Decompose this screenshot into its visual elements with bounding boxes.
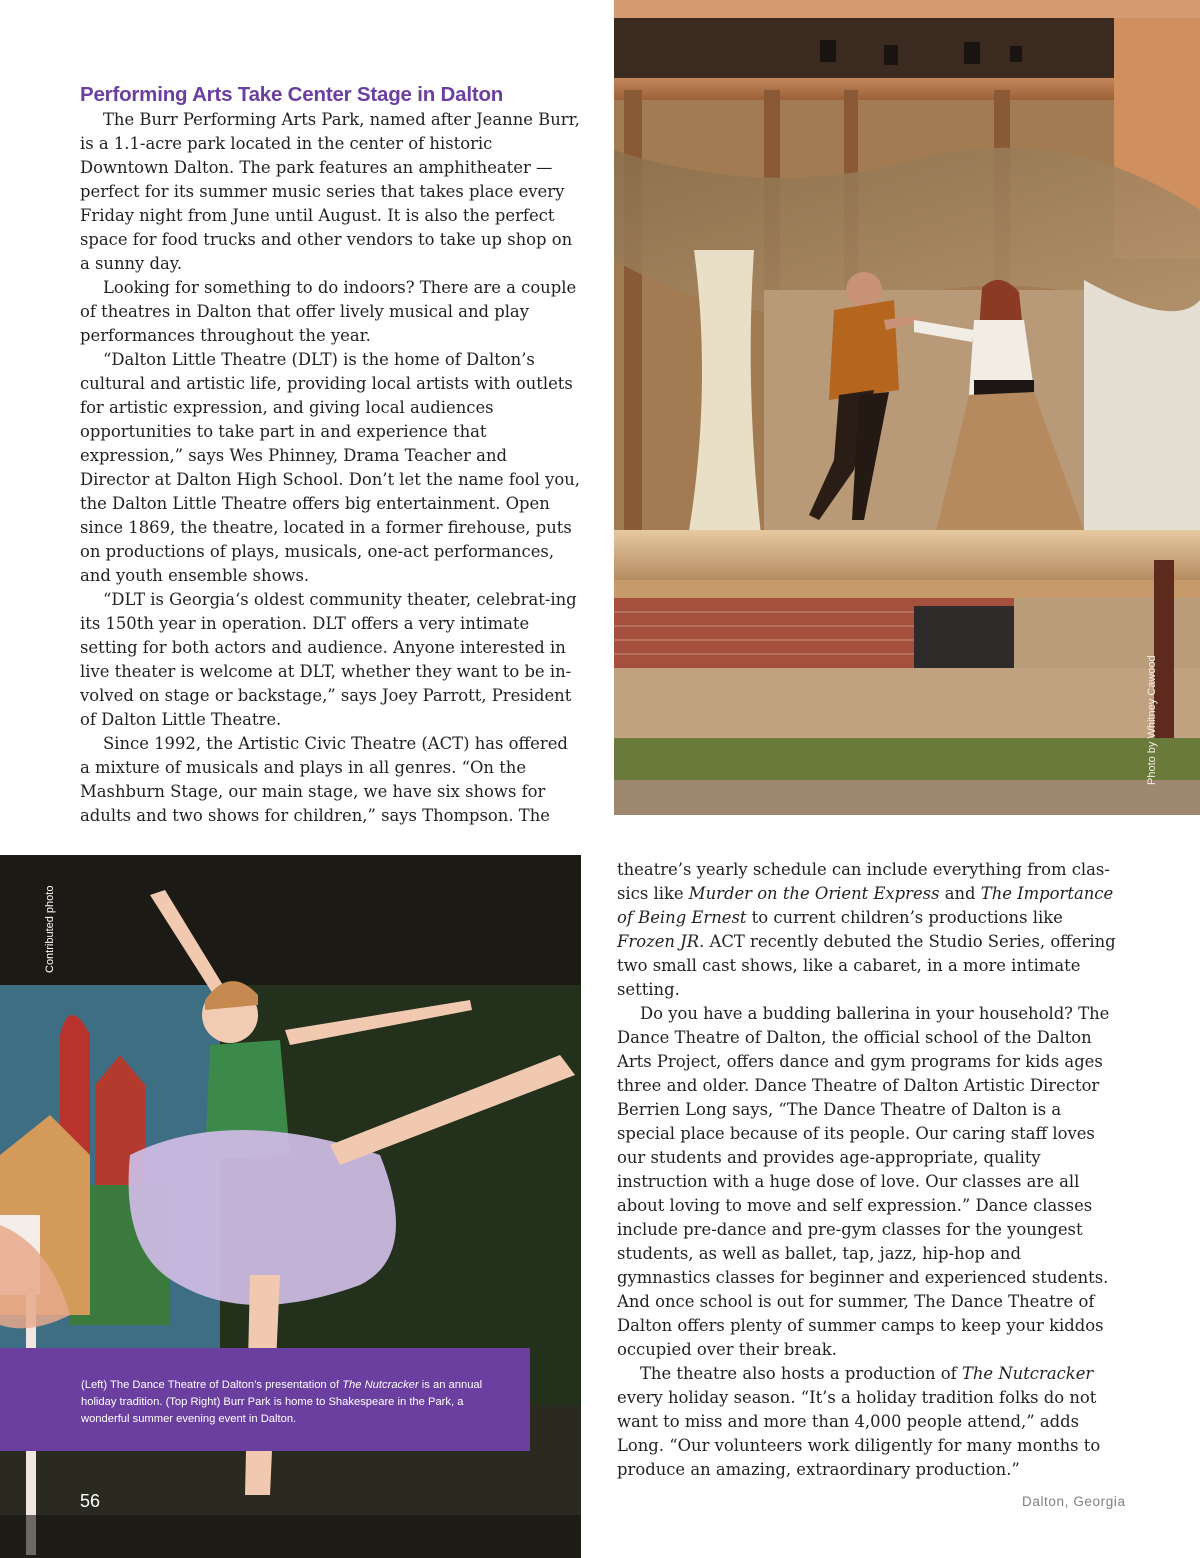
photo-credit-top: Photo by Whitney Cawood bbox=[1146, 655, 1158, 785]
title-frozen-jr: Frozen JR. bbox=[617, 932, 705, 951]
ballerina-photo bbox=[0, 855, 581, 1558]
caption-text: (Left) The Dance Theatre of Dalton’s presentation of bbox=[81, 1379, 343, 1391]
text-run: The theatre also hosts a production of bbox=[640, 1364, 962, 1383]
photo-caption-box bbox=[0, 1348, 530, 1451]
text-run: theatre’s yearly schedule can include everything from clas-sics like bbox=[617, 860, 1110, 903]
body-paragraph bbox=[617, 1362, 1119, 1482]
photo-credit-bottom: Contributed photo bbox=[44, 885, 56, 973]
text-run: and bbox=[939, 884, 981, 903]
body-paragraph: The Burr Performing Arts Park, named after Jeanne Burr, is a 1.1-acre park located in the center of historic Downtown Dalton. The park features an amphitheater — perfect for its summer music series that takes place every Friday night from June until August. It is also the perfect space for food trucks and other vendors to take up shop on a sunny day. bbox=[80, 110, 580, 273]
text-run: ACT recently debuted the Studio Series, offering two small cast shows, like a cabaret, in a more intimate setting. bbox=[617, 932, 1116, 999]
text-run: to current children’s productions like bbox=[746, 908, 1063, 927]
stage-scene-illustration bbox=[614, 0, 1200, 815]
body-paragraph: Since 1992, the Artistic Civic Theatre (ACT) has offered a mixture of musicals and plays in all genres. “On the Mashburn Stage, our main stage, we have six shows for adults and two shows for children,” says Thompson. The bbox=[80, 734, 568, 825]
text-run: every holiday season. “It’s a holiday tradition folks do not want to miss and more than 4,000 people attend,” adds Long. “Our volunteers work diligently for many months to produce an amazing, extraordinary production.” bbox=[617, 1388, 1101, 1479]
article-heading: Performing Arts Take Center Stage in Dalton bbox=[80, 83, 504, 106]
body-paragraph-continued bbox=[617, 858, 1119, 1002]
title-nutcracker: The Nutcracker bbox=[961, 1364, 1094, 1383]
body-paragraph: Looking for something to do indoors? There are a couple of theatres in Dalton that offer lively musical and play performances throughout the year. bbox=[80, 278, 577, 345]
caption-text-rest: is an annual holiday tradition. (Top Right) Burr Park is home to Shakespeare in the Park, a wonderful summer evening event in Dalton. bbox=[81, 1379, 483, 1425]
title-murder-orient-express: Murder on the Orient Express bbox=[688, 884, 940, 903]
page-number: 56 bbox=[80, 1491, 101, 1511]
ballet-scene-illustration bbox=[0, 855, 581, 1558]
shakespeare-stage-photo bbox=[614, 0, 1200, 815]
body-paragraph: “DLT is Georgia‘s oldest community theater, celebrat-ing its 150th year in operation. DLT offers a very intimate setting for both actors and audience. Anyone interested in live theater is welcome at DLT, whether they want to be in-volved on stage or backstage,” says Joey Parrott, President of Dalton Little Theatre. bbox=[80, 590, 577, 729]
right-text-column bbox=[617, 858, 1119, 1482]
body-paragraph: “Dalton Little Theatre (DLT) is the home of Dalton’s cultural and artistic life, providing local artists with outlets for artistic expression, and giving local audiences opportunities to take part in and experience that expression,” says Wes Phinney, Drama Teacher and Director at Dalton High School. Don’t let the name fool you, the Dalton Little Theatre offers big entertainment. Open since 1869, the theatre, located in a former firehouse, puts on productions of plays, musicals, one-act performances, and youth ensemble shows. bbox=[80, 350, 580, 585]
left-text-column bbox=[80, 82, 580, 828]
body-paragraph: Do you have a budding ballerina in your household? The Dance Theatre of Dalton, the official school of the Dalton Arts Project, offers dance and gym programs for kids ages three and older. Dance Theatre of Dalton Artistic Director Berrien Long says, “The Dance Theatre of Dalton is a special place because of its people. Our caring staff loves our students and provides age-appropriate, quality instruction with a huge dose of love. Our classes are all about loving to move and self expression.” Dance classes include pre-dance and pre-gym classes for the youngest students, as well as ballet, tap, jazz, hip-hop and gymnastics classes for beginner and experienced students. And once school is out for summer, The Dance Theatre of Dalton offers plenty of summer camps to keep your kiddos occupied over their break. bbox=[617, 1004, 1110, 1359]
title-importance-being-ernest: The Importance of Being Ernest bbox=[617, 884, 1114, 927]
caption-title-nutcracker: The Nutcracker bbox=[342, 1379, 419, 1391]
publication-name: Dalton, Georgia bbox=[1022, 1494, 1126, 1509]
